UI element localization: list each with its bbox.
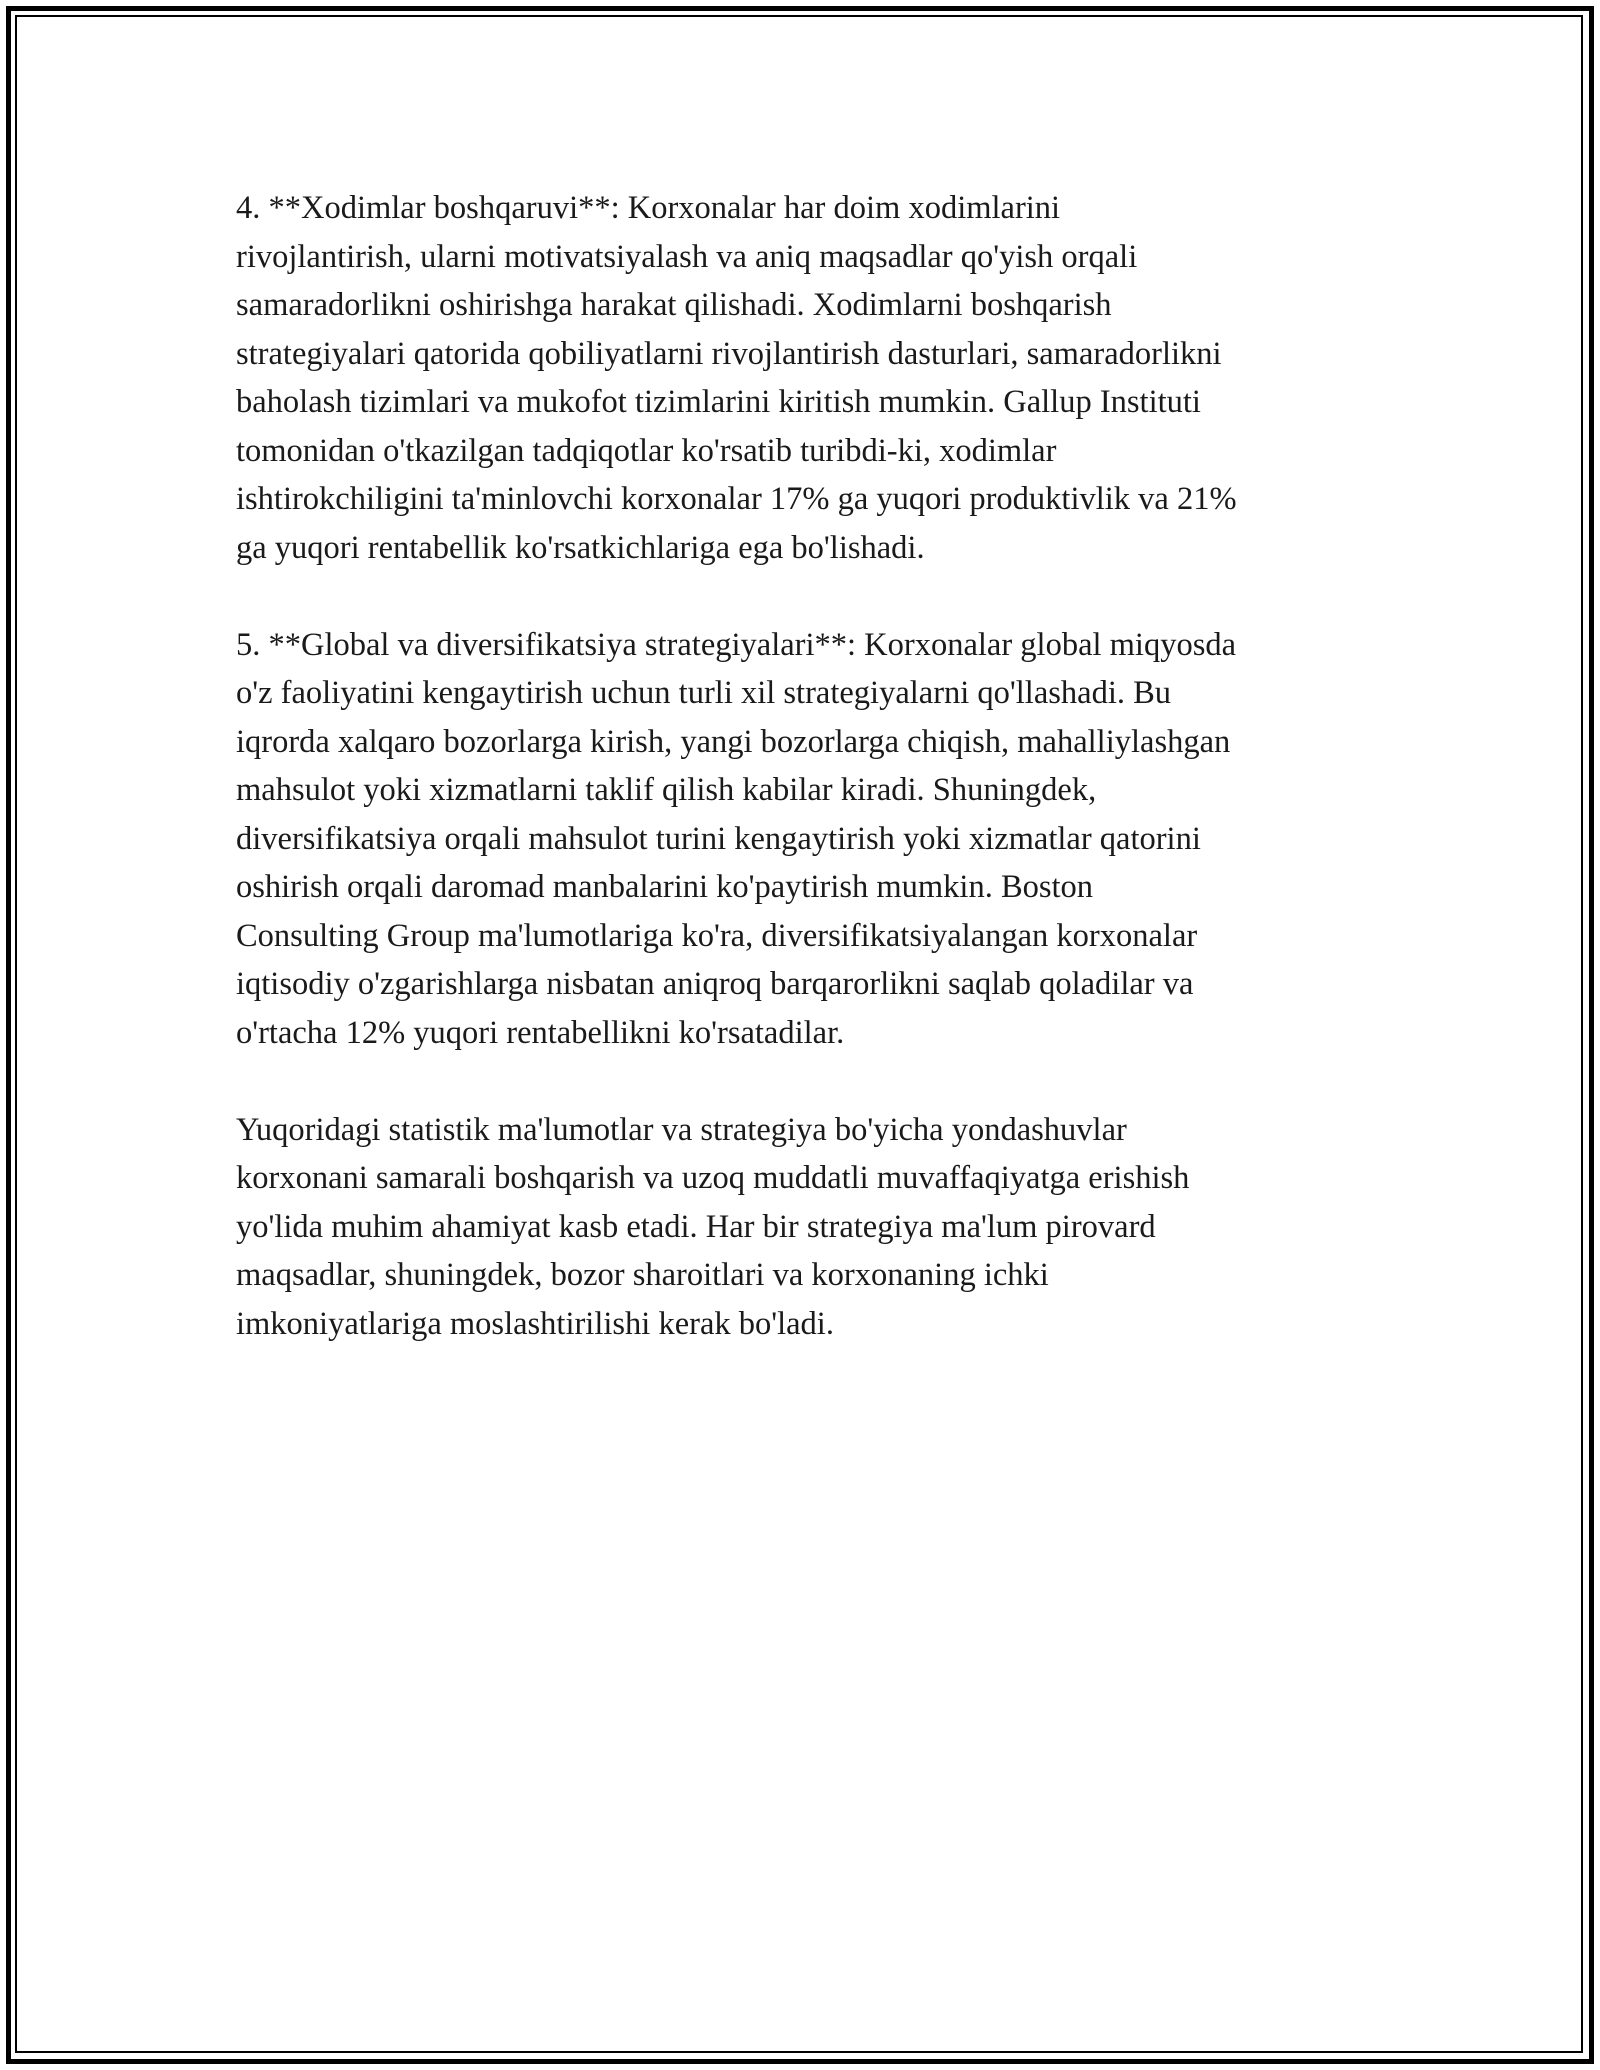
paragraph-conclusion: Yuqoridagi statistik ma'lumotlar va strategiya bo'yicha yondashuvlar korxonani samarali boshqarish va uzoq muddatli muvaffaqiyatga erishish yo'lida muhim ahamiyat kasb etadi. Har bir strategiya ma'lum pirovard maqsadlar, shuningdek, bozor sharoitlari va korxonaning ichki imkoniyatlariga moslashtirilishi kerak bo'ladi. — [236, 1111, 1190, 1342]
paragraph-staff-management: 4. **Xodimlar boshqaruvi**: Korxonalar har doim xodimlarini rivojlantirish, ularni motivatsiyalash va aniq maqsadlar qo'yish orqali samaradorlikni oshirishga harakat qilishadi. Xodimlarni boshqarish strategiyalari qatorida qobiliyatlarni rivojlantirish dasturlari, samaradorlikni baholash tizimlari va mukofot tizimlarini kiritish mumkin. Gallup Instituti tomonidan o'tkazilgan tadqiqotlar ko'rsatib turibdi-ki, xodimlar ishtirokchiligini ta'minlovchi korxonalar 17% ga yuqori produktivlik va 21% ga yuqori rentabellik ko'rsatkichlariga ega bo'lishadi. — [236, 190, 1237, 566]
paragraph-global-diversification: 5. **Global va diversifikatsiya strategiyalari**: Korxonalar global miqyosda o'z faoliyatini kengaytirish uchun turli xil strategiyalarni qo'llashadi. Bu iqrorda xalqaro bozorlarga kirish, yangi bozorlarga chiqish, mahalliylashgan mahsulot yoki xizmatlarni taklif qilish kabilar kiradi. Shuningdek, diversifikatsiya orqali mahsulot turini kengaytirish yoki xizmatlar qatorini oshirish orqali daromad manbalarini ko'paytirish mumkin. Boston Consulting Group ma'lumotlariga ko'ra, diversifikatsiyalangan korxonalar iqtisodiy o'zgarishlarga nisbatan aniqroq barqarorlikni saqlab qoladilar va o'rtacha 12% yuqori rentabellikni ko'rsatadilar. — [236, 626, 1237, 1051]
document-body — [236, 184, 1386, 1397]
